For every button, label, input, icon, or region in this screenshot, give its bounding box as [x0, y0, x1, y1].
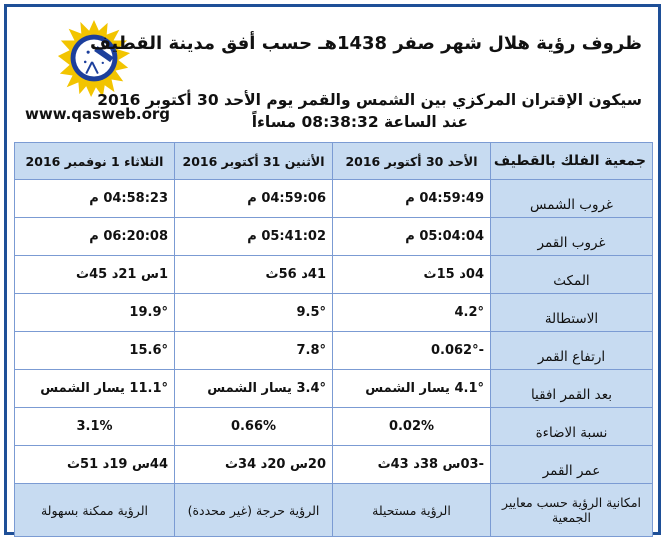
- table-row: [15, 180, 653, 218]
- row-label-visibility: امكانية الرؤية حسب معايير الجمعية: [491, 484, 653, 537]
- row-label-sunset: غروب الشمس: [491, 180, 653, 218]
- table-row: [15, 218, 653, 256]
- visibility-verdict-row: [15, 484, 653, 537]
- row-label-illumination: نسبة الاضاءة: [491, 408, 653, 446]
- page-title: ظروف رؤية هلال شهر صفر 1438هـ حسب أفق مدينة القطيف: [89, 33, 642, 54]
- conjunction-line: سيكون الإقتران المركزي بين الشمس والقمر يوم الأحد 30 أكتوبر 2016: [97, 91, 642, 109]
- column-header-tuesday: الثلاثاء 1 نوفمبر 2016: [15, 143, 175, 180]
- row-label-moonset: غروب القمر: [491, 218, 653, 256]
- table-cell: 19.9°: [15, 294, 175, 332]
- website-url[interactable]: www.qasweb.org: [25, 105, 171, 123]
- table-cell: 0.66%: [175, 408, 333, 446]
- table-cell: 44س 19د 51ث: [15, 446, 175, 484]
- verdict-cell: الرؤية ممكنة بسهولة: [15, 484, 175, 537]
- table-header-row: [15, 143, 653, 180]
- visibility-table: [14, 142, 653, 537]
- table-cell: -03س 38د 43ث: [333, 446, 491, 484]
- column-header-sunday: الأحد 30 أكتوبر 2016: [333, 143, 491, 180]
- table-cell: 05:41:02 م: [175, 218, 333, 256]
- column-header-monday: الأثنين 31 أكتوبر 2016: [175, 143, 333, 180]
- table-cell: 04د 15ث: [333, 256, 491, 294]
- row-label-moon-age: عمر القمر: [491, 446, 653, 484]
- table-cell: 04:58:23 م: [15, 180, 175, 218]
- table-cell: 4.2°: [333, 294, 491, 332]
- table-cell: 4.1° يسار الشمس: [333, 370, 491, 408]
- table-cell: 15.6°: [15, 332, 175, 370]
- table-row: [15, 370, 653, 408]
- table-cell: 04:59:49 م: [333, 180, 491, 218]
- row-label-horizontal-distance: بعد القمر افقيا: [491, 370, 653, 408]
- table-cell: 11.1° يسار الشمس: [15, 370, 175, 408]
- conjunction-time: عند الساعة 08:38:32 مساءاً: [251, 113, 468, 131]
- verdict-cell: الرؤية حرجة (غير محددة): [175, 484, 333, 537]
- table-cell: 7.8°: [175, 332, 333, 370]
- table-row: [15, 294, 653, 332]
- table-cell: 41د 56ث: [175, 256, 333, 294]
- table-corner-label: جمعية الفلك بالقطيف: [491, 143, 653, 180]
- header: [7, 7, 658, 142]
- table-cell: 3.4° يسار الشمس: [175, 370, 333, 408]
- verdict-cell: الرؤية مستحيلة: [333, 484, 491, 537]
- table-cell: -0.062°: [333, 332, 491, 370]
- table-cell: 9.5°: [175, 294, 333, 332]
- row-label-moon-altitude: ارتفاع القمر: [491, 332, 653, 370]
- table-row: [15, 446, 653, 484]
- table-row: [15, 408, 653, 446]
- table-cell: 1س 21د 45ث: [15, 256, 175, 294]
- table-row: [15, 256, 653, 294]
- row-label-lag-time: المكث: [491, 256, 653, 294]
- table-cell: 0.02%: [333, 408, 491, 446]
- table-cell: 05:04:04 م: [333, 218, 491, 256]
- table-cell: 20س 20د 34ث: [175, 446, 333, 484]
- table-row: [15, 332, 653, 370]
- table-cell: 3.1%: [15, 408, 175, 446]
- page-frame: [4, 4, 661, 535]
- astronomy-society-logo: [55, 19, 133, 97]
- table-cell: 06:20:08 م: [15, 218, 175, 256]
- row-label-elongation: الاستطالة: [491, 294, 653, 332]
- table-cell: 04:59:06 م: [175, 180, 333, 218]
